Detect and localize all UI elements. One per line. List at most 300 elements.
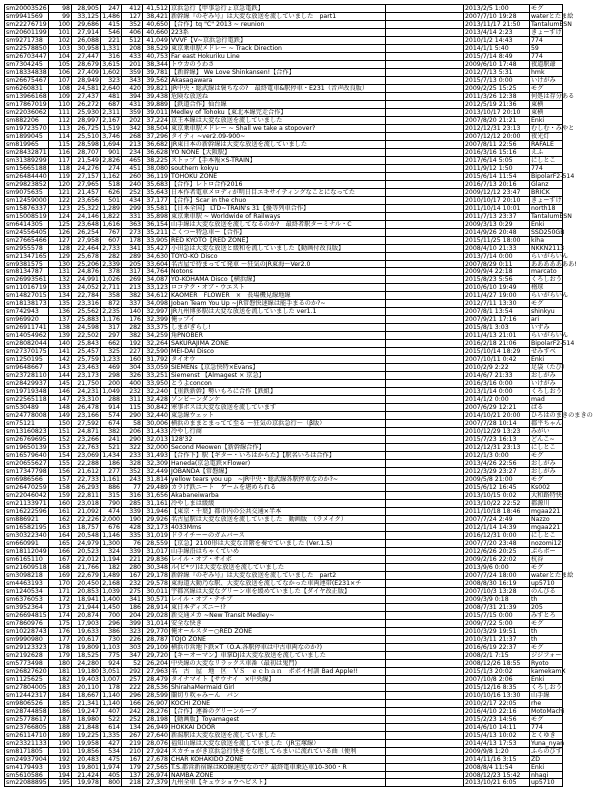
rank-cell: 165 [49, 539, 72, 547]
table-row [5, 316, 563, 324]
user-cell: ari [530, 316, 563, 324]
video-id-cell: sm31389299 [6, 156, 47, 164]
title-cell: southern kokyu [170, 164, 386, 172]
points-cell: 32,449 [143, 468, 170, 476]
mylist-cell: 339 [122, 508, 143, 516]
user-cell: MotoMachi [531, 707, 565, 715]
video-id-cell: sm16582195 [6, 523, 47, 531]
user-cell: ぷらボー [530, 547, 563, 555]
points-cell: 34,764 [143, 268, 170, 276]
uploader-cell [386, 236, 464, 244]
uploader-cell [386, 332, 464, 340]
date-cell: 2016/7/13 20:16 [464, 180, 530, 188]
date-cell: 2014/6/7 21:33 [464, 372, 530, 380]
date-cell: 2012/1/3 0:00 [464, 452, 530, 460]
mylist-cell: 208 [122, 44, 143, 52]
points-cell: 31,946 [143, 508, 170, 516]
mylist-cell: 234 [122, 148, 143, 156]
video-id-cell: sm2955578 [5, 244, 49, 252]
video-id-cell: sm8171805 [5, 747, 49, 755]
rank-cell: 152 [49, 436, 72, 444]
mylist-cell: 267 [122, 731, 143, 739]
uploader-cell [386, 268, 464, 276]
uploader-cell [386, 308, 464, 316]
title-cell: スカチョがき京浜急行快きをな抱してらまいに流れている曲（便利 [170, 747, 386, 755]
comments-cell: 1,007 [102, 675, 120, 683]
points-cell: 33,950 [143, 380, 170, 388]
video-id-cell: sm21347165 [6, 252, 47, 260]
uploader-cell [386, 468, 464, 476]
title-cell: 新潟駅は大変な放送を流していました [170, 731, 386, 739]
mylist-cell: 433 [122, 52, 143, 60]
views-cell: 20,110 [72, 683, 101, 691]
comments-cell: 924 [101, 659, 122, 667]
rank-cell: 159 [49, 492, 72, 500]
views-cell: 25,562 [72, 308, 101, 316]
date-cell: 2012/5/19 21:36 [464, 100, 530, 108]
video-id-cell: sm15008519 [6, 212, 47, 220]
rank-cell: 116 [49, 148, 72, 156]
table-row [5, 587, 563, 595]
table-row [5, 68, 563, 76]
user-cell: 都源川 [530, 500, 563, 508]
uploader-cell [386, 715, 464, 723]
date-cell: 2014/11/16 3:15 [464, 755, 530, 763]
uploader-cell [386, 667, 464, 675]
user-cell: にしとこ [530, 156, 563, 164]
date-cell: 2010/12/29 13:23 [464, 428, 530, 436]
mylist-cell: 257 [122, 675, 143, 683]
date-cell: 2014/10/21 20:00 [464, 412, 530, 420]
uploader-cell [386, 739, 464, 747]
mylist-cell: 359 [122, 108, 143, 116]
ranking-table-container [4, 4, 593, 787]
video-id-cell: sm26703447 [6, 52, 47, 60]
rank-cell: 153 [49, 444, 72, 452]
date-cell: 2015/7/15 0:00 [464, 611, 530, 619]
ranking-table [4, 4, 593, 787]
mylist-cell: 243 [122, 476, 143, 484]
video-id-cell: sm30322340 [6, 531, 47, 539]
mylist-cell: 335 [122, 531, 143, 539]
rank-cell: 145 [49, 380, 72, 388]
date-cell: 2016/2/18 21:06 [464, 340, 530, 348]
points-cell: 28,559 [143, 539, 170, 547]
date-cell: 2013/10/22 22:52 [464, 500, 530, 508]
date-cell: 2009/3/9 0:18 [464, 595, 530, 603]
user-cell: kiha [530, 236, 563, 244]
uploader-cell [386, 204, 464, 212]
date-cell: 2016/6/19 22:37 [464, 643, 530, 651]
rank-cell: 128 [49, 244, 72, 252]
comments-cell: 914 [101, 404, 122, 412]
date-cell: 2007/9/21 17:16 [464, 316, 530, 324]
views-cell: 22,226 [72, 516, 101, 524]
comments-cell: 296 [101, 619, 122, 627]
uploader-cell [386, 444, 464, 452]
video-id-cell: sm9271738 [5, 36, 49, 44]
comments-cell: 1,519 [102, 124, 120, 132]
rank-cell: 100 [49, 20, 72, 28]
rank-cell: 126 [49, 228, 72, 236]
comments-cell: 247 [101, 5, 122, 13]
views-cell: 27,958 [72, 236, 101, 244]
rank-cell: 142 [49, 356, 72, 364]
points-cell: 36,682 [143, 140, 170, 148]
views-cell: 26,725 [72, 124, 101, 132]
date-cell: 2011/3/26 12:38 [464, 92, 530, 100]
views-cell: 24,052 [72, 284, 101, 292]
comments-cell: 325 [101, 348, 122, 356]
title-cell: VVVF【V~京浜急行電鉄】 [170, 36, 386, 44]
uploader-cell [386, 611, 464, 619]
rank-cell: 134 [49, 292, 72, 300]
table-row [5, 731, 563, 739]
title-cell: YO NONE【大阪駅】 [170, 148, 386, 156]
uploader-cell [386, 555, 464, 563]
points-cell: 29,109 [143, 643, 170, 651]
user-cell: モグ [530, 300, 563, 308]
video-id-cell: sm26114710 [6, 731, 47, 739]
rank-cell: 170 [49, 579, 72, 587]
video-id-cell: sm2192628 [5, 651, 49, 659]
title-cell: 冷やしまは緩緩 [170, 500, 386, 508]
video-id-cell: sm10228743 [6, 627, 47, 635]
mylist-cell: 406 [122, 28, 143, 36]
rank-cell: 121 [49, 188, 72, 196]
user-cell: BipolarF2-514 [531, 340, 575, 348]
date-cell: 2009/6/10 17:48 [464, 60, 530, 68]
user-cell: ひろはのまきのまきの [531, 412, 593, 420]
mylist-cell: 317 [122, 268, 143, 276]
uploader-cell [386, 164, 464, 172]
date-cell: 2007/7/20 23:48 [464, 539, 530, 547]
mylist-cell: 303 [122, 643, 143, 651]
rank-cell: 181 [49, 667, 72, 675]
video-id-cell: sm3952364 [5, 603, 49, 611]
user-cell: 足袋（たび） [531, 364, 569, 372]
table-row [5, 300, 563, 308]
views-cell: 21,092 [72, 508, 101, 516]
points-cell: 31,019 [143, 531, 170, 539]
date-cell: 2012/7/13 5:31 [464, 68, 530, 76]
uploader-cell [386, 20, 464, 28]
video-id-cell: sm25778617 [6, 715, 47, 723]
points-cell: 28,076 [143, 739, 170, 747]
comments-cell: 475 [101, 755, 122, 763]
views-cell: 27,447 [72, 52, 101, 60]
table-row [5, 444, 563, 452]
video-id-cell: sm21609518 [6, 563, 47, 571]
points-cell: 32,000 [143, 444, 170, 452]
title-cell: トウカのうわさ [170, 60, 386, 68]
uploader-cell [386, 428, 464, 436]
views-cell: 28,905 [72, 5, 101, 13]
mylist-cell: 347 [122, 651, 143, 659]
views-cell: 28,707 [72, 148, 101, 156]
views-cell: 29,686 [72, 20, 101, 28]
mylist-cell: 167 [122, 755, 143, 763]
rank-cell: 112 [49, 116, 72, 124]
title-cell: ShirahaMermaid Girl [170, 683, 386, 691]
table-row [5, 196, 563, 204]
comments-cell: 1,289 [102, 204, 120, 212]
title-cell: 京王本線は大変な放送を流していました [170, 116, 386, 124]
points-cell: 30,011 [143, 587, 170, 595]
title-cell: しまがぎらし! [170, 324, 386, 332]
uploader-cell [386, 763, 464, 771]
rank-cell: 166 [49, 547, 72, 555]
points-cell: 34,259 [143, 332, 170, 340]
title-cell: Siemenst 【Almagest × 京急】 [170, 372, 386, 380]
date-cell: 2008/2/1 7:15 [464, 651, 530, 659]
rank-cell: 108 [49, 84, 72, 92]
points-cell: 29,028 [143, 611, 170, 619]
views-cell: 19,225 [72, 731, 101, 739]
rank-cell: 155 [49, 460, 72, 468]
video-id-cell: sm12442317 [6, 691, 47, 699]
mylist-cell: 167 [122, 571, 143, 579]
rank-cell: 150 [49, 420, 72, 428]
user-cell: nozomi12 [531, 539, 562, 547]
video-id-cell: sm9075635 [5, 188, 49, 196]
video-id-cell: sm75121 [5, 420, 49, 428]
user-cell: SSD250GB [531, 228, 565, 236]
title-cell: 【動画版】Toyamagest [170, 715, 386, 723]
views-cell: 23,173 [72, 372, 101, 380]
user-cell: おしがみ [530, 372, 563, 380]
user-cell: 大和路特快 [531, 492, 562, 500]
comments-cell: 274 [101, 164, 122, 172]
table-row [5, 284, 563, 292]
date-cell: 2013/10/21 6:05 [464, 779, 530, 787]
uploader-cell [386, 220, 464, 228]
comments-cell: 1,400 [102, 595, 120, 603]
rank-cell: 173 [49, 603, 72, 611]
rank-cell: 156 [49, 468, 72, 476]
views-cell: 21,457 [72, 188, 101, 196]
date-cell: 2010/6/10 19:49 [464, 284, 530, 292]
date-cell: 2016/12/31 0:00 [464, 531, 530, 539]
mylist-cell: 434 [122, 196, 143, 204]
rank-cell: 119 [49, 172, 72, 180]
video-id-cell: sm19723570 [6, 124, 47, 132]
points-cell: 39,781 [143, 68, 170, 76]
user-cell: 東横 [530, 108, 563, 116]
title-cell: とうよconcon [170, 380, 386, 388]
date-cell: 2009/7/22 5:00 [464, 619, 530, 627]
views-cell: 21,341 [72, 699, 101, 707]
mylist-cell: 290 [122, 436, 143, 444]
comments-cell: 481 [101, 92, 122, 100]
uploader-cell [386, 124, 464, 132]
mylist-cell: 213 [122, 284, 143, 292]
user-cell: 夜道駅爺 [530, 60, 563, 68]
table-row [5, 140, 563, 148]
comments-cell: 427 [101, 739, 122, 747]
title-cell: JOBANDA【常磐線】 [170, 468, 386, 476]
date-cell: 2015/2/23 14:56 [464, 715, 530, 723]
table-row [5, 755, 563, 763]
mylist-cell: 140 [122, 308, 143, 316]
user-cell: 何処は存分ある [531, 92, 575, 100]
mylist-cell: 269 [122, 276, 143, 284]
user-cell: らいがらいん [531, 252, 569, 260]
comments-cell: 298 [101, 372, 122, 380]
video-id-cell: sm17347798 [6, 468, 47, 476]
user-cell: shinkyu [530, 308, 563, 316]
video-id-cell: sm20601199 [6, 28, 47, 36]
mylist-cell: 206 [122, 428, 143, 436]
title-cell: SIEMENs【京急快特×Evans】 [170, 364, 386, 372]
date-cell: 2007/7/10 19:28 [464, 12, 530, 20]
uploader-cell [386, 492, 464, 500]
mylist-cell: 137 [122, 771, 143, 779]
title-cell: SAKURAJIMA ZONE [170, 340, 386, 348]
views-cell: 23,069 [72, 452, 101, 460]
user-cell: TantalumESN [531, 20, 572, 28]
mylist-cell: 382 [122, 292, 143, 300]
uploader-cell [386, 595, 464, 603]
mylist-cell: 289 [122, 252, 143, 260]
points-cell: 31,656 [143, 492, 170, 500]
user-cell: むしむ・みやと [531, 124, 575, 132]
views-cell: 25,883 [72, 316, 101, 324]
points-cell: 31,433 [143, 428, 170, 436]
title-cell: 東日本ディズニー!? [170, 603, 386, 611]
table-row [5, 276, 563, 284]
mylist-cell: 399 [122, 619, 143, 627]
points-cell: 31,493 [143, 452, 170, 460]
points-cell: 33,604 [143, 260, 170, 268]
title-cell: NAMBA ZONE [170, 771, 386, 779]
mylist-cell: 343 [122, 76, 143, 84]
comments-cell: 221 [101, 36, 122, 44]
rank-cell: 188 [49, 723, 72, 731]
title-cell: 九州全車【キュウショウヘビスト】 [170, 779, 386, 787]
title-cell: Joban Team You Up ~JR常磐快速線は能手まるのか?~ [170, 300, 386, 308]
date-cell: 2011/9/12 1:50 [464, 164, 530, 172]
mylist-cell: 280 [122, 563, 143, 571]
uploader-cell [386, 92, 464, 100]
date-cell: 2013/9/6 0:00 [464, 563, 530, 571]
views-cell: 22,502 [72, 332, 101, 340]
user-cell: らいがらいん [531, 292, 569, 300]
uploader-cell [386, 172, 464, 180]
uploader-cell [386, 364, 464, 372]
points-cell: 31,014 [143, 619, 170, 627]
uploader-cell [386, 76, 464, 84]
date-cell: 2008/12/26 18:55 [464, 659, 530, 667]
user-cell: TantalumESN [531, 212, 572, 220]
video-id-cell: sm23766805 [6, 723, 47, 731]
uploader-cell [386, 723, 464, 731]
mylist-cell: 275 [122, 587, 143, 595]
mylist-cell: 304 [122, 364, 143, 372]
points-cell: 31,814 [143, 476, 170, 484]
comments-cell: 1,489 [102, 571, 120, 579]
points-cell: 27,924 [143, 747, 170, 755]
mylist-cell: 328 [122, 460, 143, 468]
title-cell: 宇都宮線は大変なグリーン車を緩めていました【ダイヤ改正版】 [170, 587, 386, 595]
date-cell: 2015/12/16 8:35 [464, 683, 530, 691]
uploader-cell [386, 108, 464, 116]
views-cell: 25,930 [72, 108, 101, 116]
views-cell: 19,403 [72, 675, 101, 683]
points-cell: 35,427 [143, 244, 170, 252]
rank-cell: 193 [49, 763, 72, 771]
views-cell: 18,980 [72, 715, 101, 723]
rank-cell: 160 [49, 500, 72, 508]
title-cell: 128'32 [170, 436, 386, 444]
table-row [5, 651, 563, 659]
user-cell: 774 [530, 52, 563, 60]
uploader-cell [386, 388, 464, 396]
points-cell: 35,898 [143, 212, 170, 220]
comments-cell: 1,694 [102, 140, 120, 148]
rank-cell: 130 [49, 260, 72, 268]
title-cell: RED KYOTO【RED ZONE】 [170, 236, 386, 244]
video-id-cell: sm26484440 [6, 172, 47, 180]
views-cell: 24,231 [72, 388, 101, 396]
table-row [5, 268, 563, 276]
table-row [5, 180, 563, 188]
video-id-cell: sm886921 [5, 516, 49, 524]
video-id-cell: sm26911741 [6, 324, 47, 332]
table-row [5, 683, 563, 691]
rank-cell: 120 [49, 180, 72, 188]
date-cell: 2012/7/11 13:30 [464, 300, 530, 308]
points-cell: 31,017 [143, 547, 170, 555]
views-cell: 27,409 [72, 68, 101, 76]
comments-cell: 501 [101, 196, 122, 204]
title-cell: 新幹線『のぞみ号』は大変な放送を流していました part2 [170, 571, 386, 579]
table-row [5, 396, 563, 404]
views-cell: 19,978 [72, 779, 101, 787]
mylist-cell: 219 [122, 739, 143, 747]
points-cell: 28,599 [143, 691, 170, 699]
video-id-cell: sm26694815 [6, 611, 47, 619]
comments-cell: 297 [101, 332, 122, 340]
date-cell: 2010/10/17 20:10 [464, 196, 530, 204]
video-id-cell: sm22578850 [6, 44, 47, 52]
video-id-cell: sm1250195 [5, 356, 49, 364]
points-cell: 31,792 [143, 356, 170, 364]
user-cell: モグ [530, 619, 563, 627]
views-cell: 24,146 [72, 212, 101, 220]
mylist-cell: 179 [122, 763, 143, 771]
user-cell: にしとこ [530, 531, 563, 539]
table-row [5, 308, 563, 316]
date-cell: 2007/10/11 0:42 [464, 356, 530, 364]
views-cell: 20,450 [72, 579, 101, 587]
uploader-cell [386, 659, 464, 667]
date-cell: 2012/12/31 23:13 [464, 444, 530, 452]
video-id-cell: sm742943 [5, 308, 49, 316]
points-cell: 38,080 [143, 164, 170, 172]
points-cell: 32,013 [143, 436, 170, 444]
user-cell: モグ [530, 5, 563, 13]
comments-cell: 674 [101, 420, 122, 428]
date-cell: 2007/7/24 2:49 [464, 516, 530, 524]
rank-cell: 131 [49, 268, 72, 276]
uploader-cell [386, 132, 464, 140]
rank-cell: 124 [49, 212, 72, 220]
video-id-cell: sm882206 [5, 116, 49, 124]
video-id-cell: sm28082044 [6, 340, 47, 348]
mylist-cell: 400 [122, 380, 143, 388]
title-cell: 俺ップイ [170, 316, 386, 324]
